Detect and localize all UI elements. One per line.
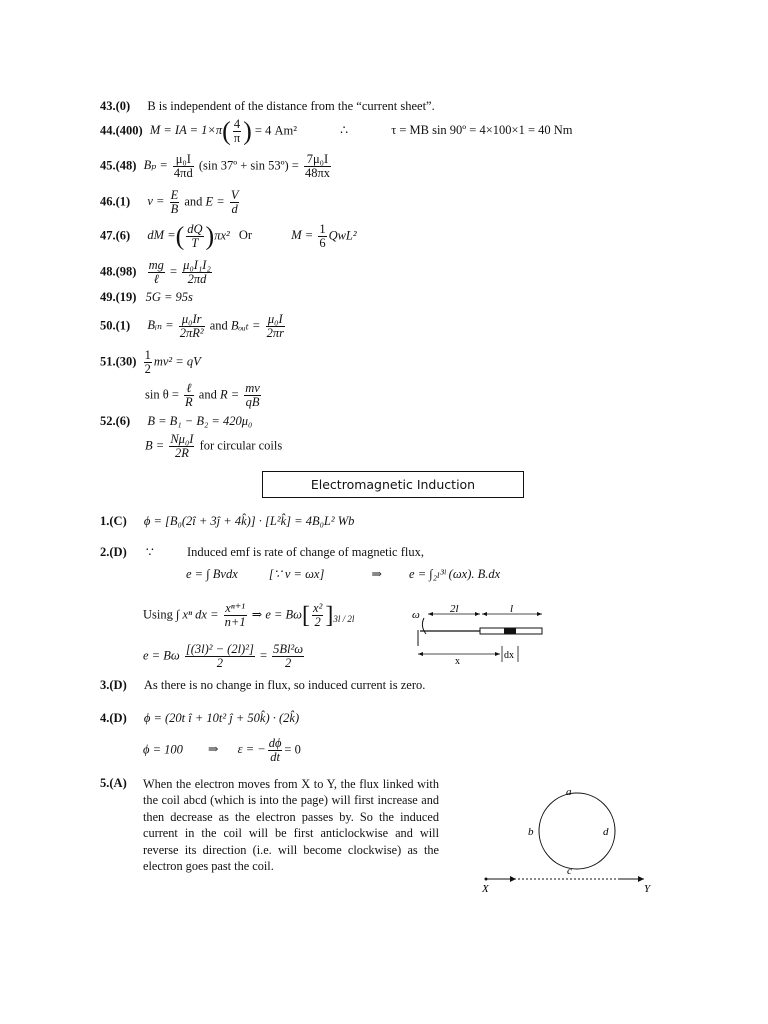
answer-5-label [100, 776, 127, 791]
math-expr: ϕ = 100 [143, 742, 183, 757]
math-expr: ϕ = [B₀(2î + 3ĵ + 4k̂)] · [L²k̂] = 4B₀L² Wb [143, 514, 355, 528]
math-expr: 5G = 95s [145, 290, 193, 304]
label-2l: 2l [450, 604, 459, 615]
answer-label: 48.(98) [100, 264, 137, 279]
arrowhead [482, 612, 487, 616]
answer-43 [100, 99, 435, 114]
label-dx: dx [504, 650, 514, 661]
rotating-rod-figure [410, 604, 548, 666]
answer-label: 2.(D) [100, 545, 127, 559]
fraction: $\frac{dQ}{T}$ [187, 222, 203, 250]
answer-44: 44.(400) M = IA = 1×π( $\frac{4}{\pi}$ ) = 4 Am² ∴ τ = MB sin 90º = 4×100×1 = 40 Nm [100, 116, 573, 146]
coil-label-a: a [566, 786, 572, 798]
answer-label: 3.(D) [100, 678, 127, 692]
math-expr: v = [147, 194, 165, 209]
answer-label: 50.(1) [100, 318, 131, 333]
fraction: $\frac{\text{5Bl²ω}}{2}$ [273, 642, 304, 670]
answer-label: 4.(D) [100, 711, 127, 725]
answer-label: 44.(400) [100, 123, 143, 138]
math-expr: dM = [147, 228, 176, 243]
fraction: $\frac{\text{μ₀I}}{2\pi r}$ [266, 312, 284, 340]
section-title [262, 471, 524, 498]
coil-label-b: b [528, 826, 534, 838]
math-expr: [∵ v = ωx] [268, 567, 325, 581]
math-expr: R = [219, 387, 240, 402]
math-expr: = 0 [284, 742, 301, 757]
omega-label: ω [412, 609, 420, 621]
math-text: = [259, 648, 268, 663]
coil-label-d: d [603, 826, 609, 838]
implies-symbol: ⇒ [208, 742, 219, 757]
answer-47: 47.(6) dM =( $\frac{dQ}{T}$ )πx² Or M = $\frac{1}{6}$ QwL² [100, 221, 357, 251]
math-expr: πx² [214, 228, 230, 243]
fraction: $\frac{V}{d}$ [230, 188, 239, 216]
label-l: l [510, 604, 514, 615]
answer-label: 45.(48) [100, 158, 137, 173]
math-expr: mv² = qV [153, 354, 201, 369]
answer-label: 52.(6) [100, 414, 131, 428]
math-expr: ∫ xⁿ dx = [176, 607, 219, 622]
arrowhead [475, 612, 480, 616]
math-expr: M = [291, 228, 314, 243]
fraction: $\frac{mg}{\text{ℓ}}$ [148, 258, 164, 286]
fraction: $\frac{\text{μ₀I₁I₂}}{2\pi d}$ [183, 258, 211, 286]
answer-2-line2 [186, 566, 500, 582]
fraction: $\frac{E}{B}$ [170, 188, 179, 216]
implies-symbol: ⇒ [371, 567, 382, 581]
answer-5-text: When the electron moves from X to Y, the flux linked with the coil abcd (which is into the page) will first increase and then decrease as the electron passes by. So the induced current in the coil will be first anticlockwise and will reverse its direction (i.e. will become clockwise) as the electron goes past the coil. [143, 777, 439, 874]
answer-3 [100, 678, 425, 693]
fraction: $\frac{\text{μ₀I}}{4\pi d}$ [173, 152, 193, 180]
answer-2 [100, 544, 424, 560]
math-text: and [209, 318, 228, 333]
therefore-symbol: ∴ [340, 123, 349, 138]
fraction: $\frac{\text{[(3l)² − (2l)²]}}{2}$ [185, 642, 254, 670]
answer-label: 1.(C) [100, 514, 127, 528]
answer-label: 49.(19) [100, 290, 137, 304]
answer-52 [100, 414, 252, 429]
math-expr: E = [205, 194, 225, 209]
math-expr: = 4 Am² [254, 123, 297, 138]
coil-figure [478, 784, 658, 896]
dx-element [504, 628, 516, 634]
math-expr: M = IA = 1×π [149, 123, 223, 138]
arrowhead [638, 876, 644, 882]
math-expr: e = ∫₂ₗ³ˡ (ωx). B.dx [409, 567, 501, 581]
fraction: $\frac{\text{ℓ}}{R}$ [185, 381, 193, 409]
math-expr: Bₒᵤₜ = [230, 318, 261, 333]
answer-text: B is independent of the distance from the “current sheet”. [147, 99, 435, 113]
math-expr: ϕ = (20t î + 10t² ĵ + 50k̂) · (2k̂) [143, 711, 300, 725]
math-text: Using [143, 607, 173, 622]
answer-49 [100, 290, 193, 305]
math-expr: B = B₁ − B₂ = 420μ₀ [147, 414, 253, 428]
answer-1 [100, 514, 354, 529]
answer-45 [100, 153, 333, 180]
math-expr: ε = − [237, 742, 266, 757]
fraction: $\frac{\text{7μ₀I}}{48\pi x}$ [304, 152, 331, 180]
answer-text: As there is no change in flux, so induced current is zero. [143, 678, 426, 692]
answer-2-line3: Using ∫ xⁿ dx = $\frac{\text{xⁿ⁺¹}}{n+1}$ ⇒ e = Bω[ $\frac{\text{x²}}{2}$ ]$_{3l / 2l}$ [143, 601, 355, 629]
answer-text: Induced emf is rate of change of magnetic flux, [186, 545, 424, 559]
answer-51-line2 [145, 382, 263, 409]
math-expr: e = Bω [143, 648, 180, 663]
answer-46 [100, 189, 241, 216]
fraction: $\frac{1}{2}$ [144, 348, 151, 376]
math-expr: e = ∫ Bvdx [186, 567, 238, 581]
label-Y: Y [644, 883, 651, 895]
math-expr: Bᵢₙ = [147, 318, 174, 333]
arrowhead [495, 652, 500, 656]
fraction: $\frac{4}{\pi}$ [233, 117, 241, 145]
math-expr: B = [145, 438, 165, 453]
answer-2-line4 [143, 643, 306, 670]
math-text: Or [238, 228, 253, 243]
math-text: and [198, 387, 217, 402]
math-expr: ⇒ e = Bω [251, 607, 303, 622]
answer-label: 47.(6) [100, 228, 131, 243]
answer-label: 43.(0) [100, 99, 131, 113]
math-expr: sin θ = [145, 387, 179, 402]
answer-label: 46.(1) [100, 194, 131, 209]
fraction: $\frac{d\phi}{dt}$ [268, 736, 282, 764]
answer-4 [100, 711, 299, 726]
math-expr: (sin 37º + sin 53º) = [198, 158, 299, 173]
math-expr: τ = MB sin 90º = 4×100×1 = 40 Nm [391, 123, 573, 138]
answer-label: 51.(30) [100, 354, 137, 369]
fraction: $\frac{1}{6}$ [319, 222, 326, 250]
fraction: $\frac{\text{Nμ₀I}}{2R}$ [170, 432, 194, 460]
math-expr: QwL² [328, 228, 357, 243]
point-x [485, 878, 488, 881]
section-title-text: Electromagnetic Induction [310, 477, 476, 492]
arrowhead [428, 612, 433, 616]
fraction: $\frac{\text{μ₀Ir}}{\text{2πR²}}$ [179, 312, 204, 340]
coil-label-c: c [567, 865, 572, 877]
answer-label: 5.(A) [100, 776, 127, 790]
integration-limits: 3l / 2l [333, 613, 355, 624]
label-x: x [455, 656, 460, 666]
answer-48 [100, 259, 214, 286]
arrowhead [537, 612, 542, 616]
answer-50 [100, 313, 287, 340]
math-text: and [184, 194, 203, 209]
answer-4-line2 [143, 737, 301, 764]
math-expr: Bₚ = [143, 158, 168, 173]
arrowhead [510, 876, 516, 882]
fraction: $\frac{\text{x²}}{2}$ [313, 601, 323, 629]
arrowhead [418, 652, 423, 656]
label-X: X [482, 883, 489, 895]
math-text: = [169, 264, 178, 279]
fraction: $\frac{\text{xⁿ⁺¹}}{n+1}$ [224, 601, 246, 629]
because-symbol: ∵ [145, 545, 154, 559]
answer-52-line2 [145, 433, 282, 460]
answer-51 [100, 349, 201, 376]
math-text: for circular coils [199, 438, 283, 453]
fraction: $\frac{mv}{qB}$ [245, 381, 260, 409]
